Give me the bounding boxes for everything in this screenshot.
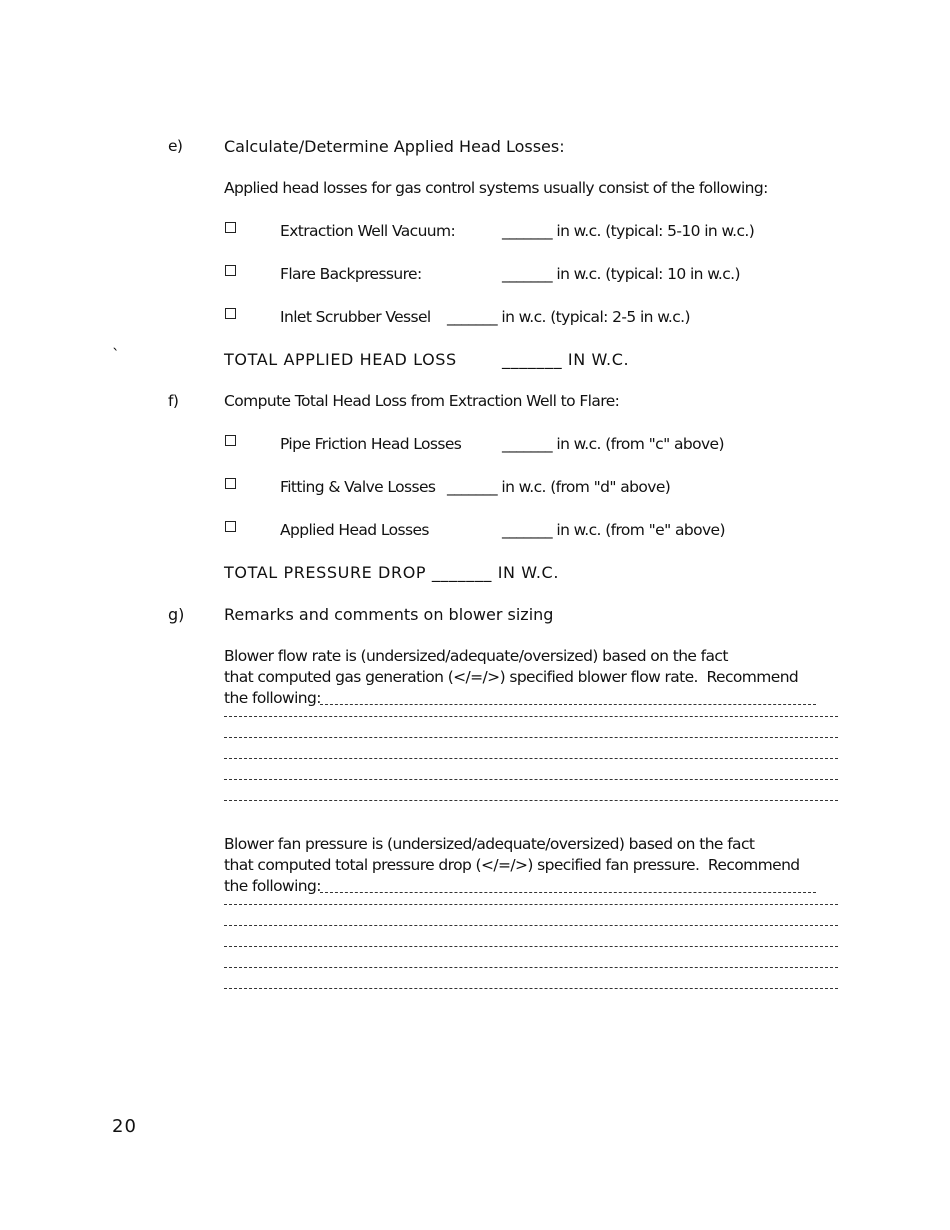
para1-line1: Blower flow rate is (undersized/adequate/oversized) based on the fact	[224, 647, 728, 665]
blower-flow-recommendation-lines[interactable]	[224, 696, 838, 801]
item-name-applied-head-losses: Applied Head Losses	[280, 521, 429, 539]
item-value-extraction-well-vacuum: _______ in w.c. (typical: 5-10 in w.c.)	[502, 222, 755, 240]
para1-line3: the following:	[224, 689, 321, 707]
item-value-flare-backpressure: _______ in w.c. (typical: 10 in w.c.)	[502, 265, 740, 283]
section-g-title: Remarks and comments on blower sizing	[224, 605, 554, 624]
section-e-label: e)	[168, 137, 183, 155]
para1-line2: that computed gas generation (</=/>) specified blower flow rate. Recommend	[224, 668, 799, 686]
item-value-fitting-valve: _______ in w.c. (from "d" above)	[447, 478, 671, 496]
item-name-flare-backpressure: Flare Backpressure:	[280, 265, 422, 283]
checkbox-pipe-friction[interactable]	[225, 435, 236, 446]
checkbox-inlet-scrubber-vessel[interactable]	[225, 308, 236, 319]
item-value-inlet-scrubber-vessel: _______ in w.c. (typical: 2-5 in w.c.)	[447, 308, 690, 326]
checkbox-applied-head-losses[interactable]	[225, 521, 236, 532]
item-value-pipe-friction: _______ in w.c. (from "c" above)	[502, 435, 724, 453]
item-value-applied-head-losses: _______ in w.c. (from "e" above)	[502, 521, 725, 539]
item-name-extraction-well-vacuum: Extraction Well Vacuum:	[280, 222, 456, 240]
total-applied-head-loss-value: _______ IN W.C.	[502, 350, 630, 369]
para2-line1: Blower fan pressure is (undersized/adequate/oversized) based on the fact	[224, 835, 755, 853]
section-f-title: Compute Total Head Loss from Extraction Well to Flare:	[224, 392, 620, 410]
checkbox-flare-backpressure[interactable]	[225, 265, 236, 276]
para2-line3: the following:	[224, 877, 321, 895]
section-f-label: f)	[168, 392, 179, 410]
total-applied-head-loss-label: TOTAL APPLIED HEAD LOSS	[224, 350, 457, 369]
page-number: 20	[112, 1116, 137, 1137]
para2-line2: that computed total pressure drop (</=/>) specified fan pressure. Recommend	[224, 856, 800, 874]
checkbox-fitting-valve[interactable]	[225, 478, 236, 489]
item-name-pipe-friction: Pipe Friction Head Losses	[280, 435, 462, 453]
stray-mark: `	[112, 346, 120, 364]
item-name-inlet-scrubber-vessel: Inlet Scrubber Vessel	[280, 308, 431, 326]
total-pressure-drop: TOTAL PRESSURE DROP _______ IN W.C.	[224, 563, 560, 582]
section-g-label: g)	[168, 605, 185, 624]
checkbox-extraction-well-vacuum[interactable]	[225, 222, 236, 233]
blower-pressure-recommendation-lines[interactable]	[224, 884, 838, 989]
item-name-fitting-valve: Fitting & Valve Losses	[280, 478, 436, 496]
section-e-title: Calculate/Determine Applied Head Losses:	[224, 137, 565, 156]
section-e-intro: Applied head losses for gas control systems usually consist of the following:	[224, 179, 768, 197]
